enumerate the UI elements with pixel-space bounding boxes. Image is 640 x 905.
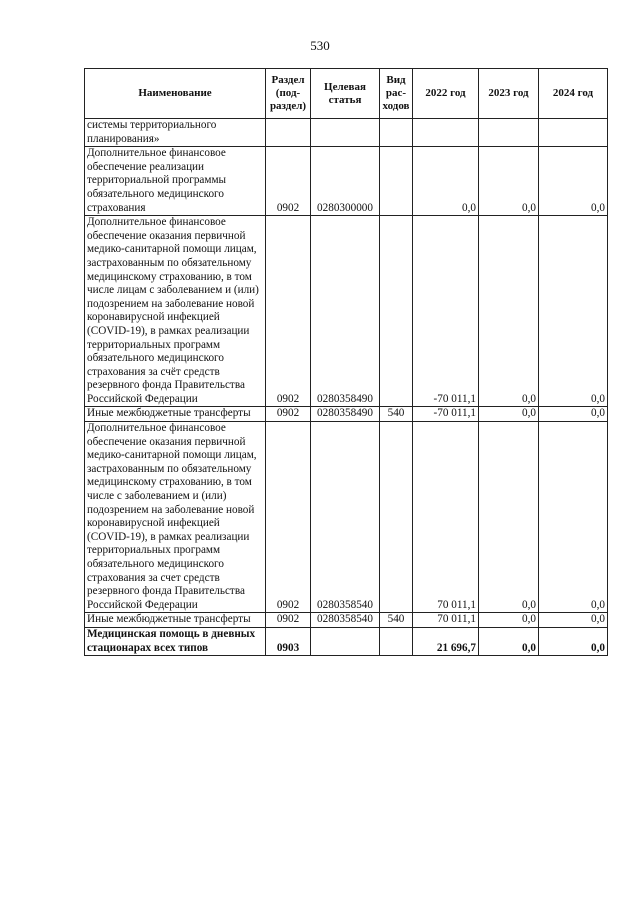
row-target: 0280358540: [311, 613, 380, 628]
row-name: Медицинская помощь в дневных стационарах всех типов: [85, 627, 266, 655]
row-2024: 0,0: [539, 627, 608, 655]
row-2023: [479, 119, 539, 147]
row-expense: [380, 147, 413, 216]
table-row: [85, 407, 608, 422]
row-target: [311, 119, 380, 147]
row-name: Дополнительное финансовое обеспечение реализации территориальной программы обязательного медицинского страхования: [85, 147, 266, 216]
header-target: Целевая статья: [311, 69, 380, 119]
row-expense: [380, 627, 413, 655]
header-name: Наименование: [85, 69, 266, 119]
row-name: системы территориального планирования»: [85, 119, 266, 147]
header-expense: Вид рас-ходов: [380, 69, 413, 119]
row-target: 0280358490: [311, 216, 380, 407]
row-2024: 0,0: [539, 407, 608, 422]
row-2024: 0,0: [539, 147, 608, 216]
row-name: Иные межбюджетные трансферты: [85, 613, 266, 628]
row-section: 0903: [266, 627, 311, 655]
row-2023: 0,0: [479, 216, 539, 407]
table-row: [85, 216, 608, 407]
row-expense: [380, 216, 413, 407]
row-name: Иные межбюджетные трансферты: [85, 407, 266, 422]
table-row: [85, 147, 608, 216]
row-section: 0902: [266, 422, 311, 613]
header-2024: 2024 год: [539, 69, 608, 119]
table-row: [85, 119, 608, 147]
row-target: 0280300000: [311, 147, 380, 216]
row-expense: [380, 119, 413, 147]
row-target: [311, 627, 380, 655]
row-2022: -70 011,1: [413, 407, 479, 422]
row-target: 0280358490: [311, 407, 380, 422]
header-2022: 2022 год: [413, 69, 479, 119]
row-2024: 0,0: [539, 613, 608, 628]
row-2023: 0,0: [479, 627, 539, 655]
row-expense: 540: [380, 613, 413, 628]
row-2022: 70 011,1: [413, 613, 479, 628]
row-expense: [380, 422, 413, 613]
row-2023: 0,0: [479, 613, 539, 628]
row-2023: 0,0: [479, 147, 539, 216]
row-section: [266, 119, 311, 147]
budget-table: [84, 68, 608, 656]
row-2023: 0,0: [479, 422, 539, 613]
header-row: [85, 69, 608, 119]
row-expense: 540: [380, 407, 413, 422]
row-2022: 70 011,1: [413, 422, 479, 613]
row-2024: 0,0: [539, 216, 608, 407]
page-number: 530: [310, 38, 330, 53]
table-row: [85, 613, 608, 628]
row-target: 0280358540: [311, 422, 380, 613]
row-2024: [539, 119, 608, 147]
row-2023: 0,0: [479, 407, 539, 422]
row-section: 0902: [266, 216, 311, 407]
row-name: Дополнительное финансовое обеспечение оказания первичной медико-санитарной помощи лицам, застрахованным по обязательному медицинскому страхованию, в том числе лицам с заболеванием и (или) подозрением на заболевание новой коронавирусной инфекцией (COVID-19), в рамках реализации территориальных программ обязательного медицинского страхования за счёт средств резервного фонда Правительства Российской Федерации: [85, 216, 266, 407]
header-2023: 2023 год: [479, 69, 539, 119]
row-section: 0902: [266, 613, 311, 628]
row-section: 0902: [266, 147, 311, 216]
row-section: 0902: [266, 407, 311, 422]
row-2022: 21 696,7: [413, 627, 479, 655]
row-2022: [413, 119, 479, 147]
row-name: Дополнительное финансовое обеспечение оказания первичной медико-санитарной помощи лицам, застрахованным по обязательному медицинскому страхованию, в том числе с заболеванием и (или) подозрением на заболевание новой коронавирусной инфекцией (COVID-19), в рамках реализации территориальных программ обязательного медицинского страхования за счет средств резервного фонда Правительства Российской Федерации: [85, 422, 266, 613]
row-2024: 0,0: [539, 422, 608, 613]
table-row: [85, 422, 608, 613]
row-2022: -70 011,1: [413, 216, 479, 407]
header-section: Раздел (под-раздел): [266, 69, 311, 119]
table-row: [85, 627, 608, 655]
row-2022: 0,0: [413, 147, 479, 216]
